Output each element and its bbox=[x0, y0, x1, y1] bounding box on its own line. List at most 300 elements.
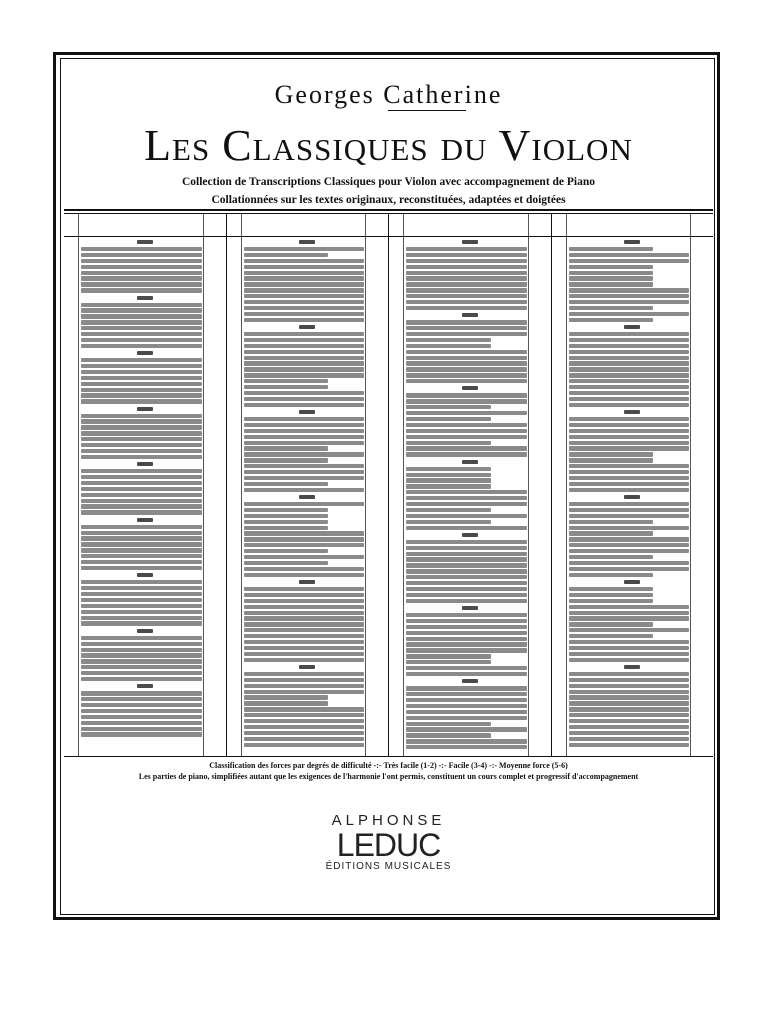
catalog-entry bbox=[244, 482, 329, 486]
catalog-entry bbox=[244, 288, 365, 292]
catalog-entry bbox=[569, 587, 654, 591]
catalog-entry bbox=[244, 599, 365, 603]
catalog-entry bbox=[81, 659, 202, 663]
section-header bbox=[462, 313, 478, 317]
section-header bbox=[137, 462, 153, 466]
catalog-entry bbox=[569, 441, 690, 445]
catalog-entry bbox=[81, 475, 202, 479]
catalog-entry bbox=[406, 587, 527, 591]
catalog-entry bbox=[81, 709, 202, 713]
column-header bbox=[552, 214, 714, 237]
catalog-entry bbox=[81, 320, 202, 324]
catalog-entry bbox=[569, 646, 690, 650]
section-header bbox=[137, 351, 153, 355]
catalog-entry bbox=[81, 642, 202, 646]
catalog-entry bbox=[244, 452, 365, 456]
catalog-entry bbox=[406, 739, 527, 743]
catalog-entry bbox=[244, 690, 365, 694]
catalog-entry bbox=[569, 446, 690, 450]
catalog-entry bbox=[406, 514, 527, 518]
catalog-entry bbox=[81, 493, 202, 497]
catalog-entry bbox=[81, 419, 202, 423]
catalog-entry bbox=[244, 276, 365, 280]
catalog-entry bbox=[244, 259, 365, 263]
catalog-column bbox=[552, 214, 714, 756]
catalog-entry bbox=[406, 326, 527, 330]
catalog-entry bbox=[81, 536, 202, 540]
catalog-entry bbox=[406, 496, 527, 500]
catalog-entry bbox=[406, 557, 527, 561]
catalog-entry bbox=[406, 393, 527, 397]
catalog-entry bbox=[81, 443, 202, 447]
section-header bbox=[137, 407, 153, 411]
catalog-entry bbox=[569, 247, 654, 251]
catalog-entry bbox=[244, 403, 365, 407]
catalog-entry bbox=[81, 414, 202, 418]
catalog-entry bbox=[406, 350, 527, 354]
catalog-entry bbox=[81, 604, 202, 608]
catalog-entry bbox=[81, 393, 202, 397]
catalog-entry bbox=[569, 695, 690, 699]
catalog-entry bbox=[81, 455, 202, 459]
catalog-entry bbox=[244, 508, 329, 512]
catalog-entry bbox=[569, 634, 654, 638]
catalog-entry bbox=[244, 737, 365, 741]
section-header bbox=[299, 240, 315, 244]
catalog-entry bbox=[81, 259, 202, 263]
catalog-entry bbox=[406, 563, 527, 567]
catalog-entry bbox=[406, 666, 527, 670]
catalog-entry bbox=[406, 344, 491, 348]
catalog-entry bbox=[244, 423, 365, 427]
catalog-entry bbox=[81, 431, 202, 435]
catalog-entry bbox=[81, 364, 202, 368]
catalog-entry bbox=[406, 367, 527, 371]
catalog-entry bbox=[406, 373, 527, 377]
section-header bbox=[624, 410, 640, 414]
catalog-column bbox=[227, 214, 390, 756]
catalog-entry bbox=[569, 391, 690, 395]
catalog-entry bbox=[569, 678, 690, 682]
catalog-entry bbox=[406, 306, 527, 310]
catalog-entry bbox=[244, 555, 365, 559]
catalog-entry bbox=[406, 722, 491, 726]
section-header bbox=[462, 386, 478, 390]
column-body bbox=[227, 237, 389, 756]
catalog-entry bbox=[569, 502, 690, 506]
catalog-entry bbox=[569, 526, 690, 530]
catalog-entry bbox=[81, 388, 202, 392]
catalog-entry bbox=[81, 265, 202, 269]
catalog-entry bbox=[406, 429, 527, 433]
catalog-entry bbox=[81, 469, 202, 473]
catalog-entry bbox=[244, 646, 365, 650]
catalog-entry bbox=[81, 586, 202, 590]
catalog-entry bbox=[81, 370, 202, 374]
catalog-entry bbox=[244, 616, 365, 620]
catalog-column bbox=[64, 214, 227, 756]
catalog-entry bbox=[244, 628, 365, 632]
catalog-entry bbox=[406, 399, 527, 403]
section-header bbox=[462, 606, 478, 610]
piano-parts-note: Les parties de piano, simplifiées autant que les exigences de l'harmonie l'ont permis, constituent un cours complet et progressif d'accompagnement bbox=[138, 772, 639, 781]
catalog-entry bbox=[406, 405, 491, 409]
section-header bbox=[137, 296, 153, 300]
catalog-entry bbox=[406, 411, 527, 415]
catalog-entry bbox=[569, 259, 690, 263]
catalog-entry bbox=[81, 598, 202, 602]
catalog-entry bbox=[569, 622, 654, 626]
catalog-entry bbox=[569, 464, 690, 468]
catalog-entry bbox=[406, 642, 527, 646]
catalog-entry bbox=[406, 660, 491, 664]
catalog-entry bbox=[569, 707, 690, 711]
catalog-entry bbox=[406, 727, 527, 731]
catalog-entry bbox=[244, 306, 365, 310]
catalog-entry bbox=[569, 271, 654, 275]
catalog-entry bbox=[569, 338, 690, 342]
section-header bbox=[299, 495, 315, 499]
catalog-entry bbox=[406, 423, 527, 427]
catalog-entry bbox=[81, 616, 202, 620]
catalog-entry bbox=[244, 543, 365, 547]
catalog-entry bbox=[81, 554, 202, 558]
catalog-entry bbox=[406, 704, 527, 708]
catalog-entry bbox=[244, 520, 329, 524]
catalog-entry bbox=[569, 611, 690, 615]
catalog-entry bbox=[244, 707, 365, 711]
catalog-entry bbox=[406, 473, 491, 477]
catalog-entry bbox=[406, 520, 491, 524]
catalog-entry bbox=[244, 446, 329, 450]
catalog-entry bbox=[244, 271, 365, 275]
catalog-entry bbox=[81, 721, 202, 725]
catalog-entry bbox=[569, 318, 654, 322]
catalog-entry bbox=[244, 385, 329, 389]
catalog-entry bbox=[406, 625, 527, 629]
catalog-entry bbox=[569, 312, 690, 316]
catalog-entry bbox=[81, 376, 202, 380]
catalog-entry bbox=[81, 732, 202, 736]
catalog-entry bbox=[244, 373, 365, 377]
catalog-entry bbox=[81, 715, 202, 719]
section-header bbox=[299, 580, 315, 584]
catalog-entry bbox=[244, 725, 365, 729]
catalog-entry bbox=[569, 573, 654, 577]
catalog-entry bbox=[406, 484, 491, 488]
catalog-entry bbox=[244, 531, 365, 535]
catalog-entry bbox=[244, 312, 365, 316]
catalog-entry bbox=[81, 382, 202, 386]
catalog-entry bbox=[244, 441, 365, 445]
catalog-entry bbox=[406, 435, 527, 439]
catalog-entry bbox=[244, 622, 365, 626]
catalog-entry bbox=[406, 294, 527, 298]
catalog-entry bbox=[406, 698, 527, 702]
catalog-entry bbox=[569, 628, 690, 632]
catalog-entry bbox=[244, 247, 365, 251]
catalog-entry bbox=[244, 356, 365, 360]
section-header bbox=[137, 684, 153, 688]
catalog-entry bbox=[406, 282, 527, 286]
publisher-line-2: LEDUC bbox=[336, 827, 441, 863]
catalog-entry bbox=[406, 300, 527, 304]
catalog-entry bbox=[244, 634, 365, 638]
catalog-entry bbox=[81, 566, 202, 570]
section-header bbox=[137, 240, 153, 244]
catalog-entry bbox=[406, 546, 527, 550]
catalog-entry bbox=[406, 253, 527, 257]
catalog-entry bbox=[406, 745, 527, 749]
difficulty-classification: Classification des forces par degrés de difficulté -:- Très facile (1-2) -:- Facile (3-4) -:- Moyenne force (5-6) bbox=[209, 761, 568, 770]
catalog-entry bbox=[244, 300, 365, 304]
catalog-entry bbox=[244, 464, 365, 468]
catalog-entry bbox=[569, 350, 690, 354]
section-header bbox=[462, 533, 478, 537]
section-header bbox=[624, 495, 640, 499]
catalog-entry bbox=[244, 379, 329, 383]
catalog-entry bbox=[81, 580, 202, 584]
catalog-entry bbox=[569, 385, 690, 389]
catalog-entry bbox=[244, 514, 329, 518]
section-header bbox=[299, 665, 315, 669]
catalog-entry bbox=[569, 690, 690, 694]
catalog-entry bbox=[244, 417, 365, 421]
catalog-entry bbox=[81, 487, 202, 491]
catalog-entry bbox=[244, 470, 365, 474]
catalog-entry bbox=[244, 391, 365, 395]
column-header bbox=[389, 214, 551, 237]
catalog-entry bbox=[406, 361, 527, 365]
catalog-entry bbox=[244, 611, 365, 615]
catalog-entry bbox=[406, 276, 527, 280]
catalog-entry bbox=[569, 605, 690, 609]
catalog-entry bbox=[244, 458, 329, 462]
catalog-entry bbox=[406, 490, 527, 494]
header-rule bbox=[64, 209, 713, 211]
catalog-entry bbox=[244, 282, 365, 286]
publisher-line-1: ALPHONSE bbox=[331, 812, 446, 829]
catalog-entry bbox=[81, 247, 202, 251]
catalog-column bbox=[389, 214, 552, 756]
catalog-entry bbox=[81, 449, 202, 453]
catalog-entry bbox=[244, 361, 365, 365]
catalog-entry bbox=[406, 593, 527, 597]
section-header bbox=[624, 240, 640, 244]
catalog-entry bbox=[81, 344, 202, 348]
catalog-entry bbox=[569, 701, 690, 705]
catalog-entry bbox=[244, 476, 365, 480]
catalog-entry bbox=[81, 697, 202, 701]
catalog-entry bbox=[406, 332, 527, 336]
catalog-entry bbox=[569, 543, 690, 547]
catalog-entry bbox=[406, 581, 527, 585]
catalog-entry bbox=[569, 652, 690, 656]
catalog-entry bbox=[569, 731, 690, 735]
catalog-entry bbox=[81, 621, 202, 625]
catalog-entry bbox=[569, 435, 690, 439]
catalog-entry bbox=[406, 446, 527, 450]
catalog-entry bbox=[81, 338, 202, 342]
catalog-entry bbox=[569, 476, 690, 480]
catalog-entry bbox=[244, 435, 365, 439]
catalog-entry bbox=[244, 640, 365, 644]
catalog-entry bbox=[406, 502, 527, 506]
catalog-entry bbox=[406, 552, 527, 556]
section-header bbox=[462, 240, 478, 244]
catalog-entry bbox=[244, 294, 365, 298]
section-header bbox=[299, 325, 315, 329]
catalog-entry bbox=[406, 508, 491, 512]
catalog-entry bbox=[244, 701, 329, 705]
catalog-entry bbox=[569, 616, 690, 620]
catalog-entry bbox=[406, 613, 527, 617]
catalog-entry bbox=[569, 567, 690, 571]
section-header bbox=[137, 629, 153, 633]
catalog-entry bbox=[569, 423, 690, 427]
catalog-entry bbox=[406, 631, 527, 635]
catalog-entry bbox=[81, 703, 202, 707]
catalog-entry bbox=[569, 276, 654, 280]
catalog-entry bbox=[569, 719, 690, 723]
catalog-entry bbox=[406, 619, 527, 623]
catalog-entry bbox=[81, 308, 202, 312]
catalog-entry bbox=[81, 314, 202, 318]
catalog-entry bbox=[569, 482, 690, 486]
catalog-entry bbox=[81, 665, 202, 669]
catalog-entry bbox=[244, 719, 365, 723]
section-header bbox=[462, 679, 478, 683]
catalog-entry bbox=[406, 320, 527, 324]
catalog-entry bbox=[81, 691, 202, 695]
catalog-entry bbox=[569, 356, 690, 360]
catalog-entry bbox=[81, 425, 202, 429]
catalog-entry bbox=[406, 452, 527, 456]
catalog-entry bbox=[569, 417, 690, 421]
catalog-entry bbox=[244, 695, 329, 699]
catalog-entry bbox=[569, 537, 690, 541]
catalog-entry bbox=[406, 526, 527, 530]
catalog-entry bbox=[244, 684, 365, 688]
catalog-entry bbox=[244, 429, 365, 433]
catalog-entry bbox=[244, 367, 365, 371]
catalog-entry bbox=[406, 247, 527, 251]
catalog-entry bbox=[81, 610, 202, 614]
catalog-entry bbox=[406, 540, 527, 544]
catalog-entry bbox=[81, 504, 202, 508]
catalog-entry bbox=[569, 452, 654, 456]
catalog-entry bbox=[244, 537, 365, 541]
catalog-entry bbox=[81, 326, 202, 330]
catalog-entry bbox=[569, 403, 690, 407]
catalog-entry bbox=[569, 458, 654, 462]
catalog-entry bbox=[406, 417, 491, 421]
section-header bbox=[624, 580, 640, 584]
catalog-entry bbox=[81, 481, 202, 485]
column-body bbox=[64, 237, 226, 756]
catalog-entry bbox=[81, 548, 202, 552]
catalog-entry bbox=[569, 300, 690, 304]
catalog-entry bbox=[244, 332, 365, 336]
catalog-entry bbox=[244, 587, 365, 591]
catalog-entry bbox=[406, 710, 527, 714]
section-header bbox=[462, 460, 478, 464]
catalog-entry bbox=[81, 499, 202, 503]
catalog-entry bbox=[569, 470, 690, 474]
catalog-entry bbox=[244, 338, 365, 342]
catalog-entry bbox=[569, 725, 690, 729]
catalog-entry bbox=[244, 526, 329, 530]
catalog-entry bbox=[81, 592, 202, 596]
subtitle-line-1: Collection de Transcriptions Classiques pour Violon avec accompagnement de Piano bbox=[181, 176, 596, 188]
catalog-entry bbox=[406, 356, 527, 360]
catalog-entry bbox=[81, 332, 202, 336]
catalog-entry bbox=[244, 488, 365, 492]
catalog-entry bbox=[406, 379, 527, 383]
catalog-entry bbox=[406, 467, 491, 471]
catalog-entry bbox=[569, 282, 654, 286]
catalog-entry bbox=[81, 727, 202, 731]
catalog-entry bbox=[406, 338, 491, 342]
catalog-entry bbox=[244, 743, 365, 747]
column-header bbox=[227, 214, 389, 237]
catalog-entry bbox=[244, 658, 365, 662]
catalog-entry bbox=[244, 652, 365, 656]
composer-underline bbox=[388, 110, 466, 111]
catalog-entry bbox=[81, 282, 202, 286]
section-header bbox=[299, 410, 315, 414]
subtitle-line-2: Collationnées sur les textes originaux, reconstituées, adaptées et doigtées bbox=[211, 194, 566, 206]
publisher-line-3: ÉDITIONS MUSICALES bbox=[325, 861, 452, 872]
catalog-entry bbox=[406, 259, 527, 263]
catalog-entry bbox=[569, 520, 654, 524]
catalog-entry bbox=[569, 306, 654, 310]
catalog-entry bbox=[569, 429, 690, 433]
column-body bbox=[552, 237, 714, 756]
section-header bbox=[137, 518, 153, 522]
catalog-entry bbox=[406, 441, 491, 445]
catalog-entry bbox=[406, 686, 527, 690]
column-header bbox=[64, 214, 226, 237]
catalog-entry bbox=[569, 361, 690, 365]
catalog-entry bbox=[569, 514, 690, 518]
catalog-entry bbox=[406, 648, 527, 652]
catalog-entry bbox=[244, 678, 365, 682]
catalog-entry bbox=[569, 658, 690, 662]
catalog-entry bbox=[406, 271, 527, 275]
catalog-entry bbox=[569, 743, 690, 747]
catalog-entry bbox=[406, 575, 527, 579]
catalog-entry bbox=[569, 561, 690, 565]
section-header bbox=[624, 665, 640, 669]
catalog-entry bbox=[81, 560, 202, 564]
catalog-entry bbox=[244, 253, 329, 257]
catalog-entry bbox=[569, 531, 654, 535]
column-body bbox=[389, 237, 551, 756]
series-title: Les Classiques du Violon bbox=[144, 121, 633, 170]
catalog-entry bbox=[406, 716, 527, 720]
catalog-entry bbox=[569, 684, 690, 688]
catalog-entry bbox=[569, 367, 690, 371]
catalog-entry bbox=[244, 502, 365, 506]
catalog-entry bbox=[81, 276, 202, 280]
catalog-entry bbox=[244, 605, 365, 609]
section-header bbox=[137, 573, 153, 577]
catalog-entry bbox=[406, 637, 527, 641]
catalog-entry bbox=[244, 713, 365, 717]
catalog-entry bbox=[569, 549, 690, 553]
catalog-entry bbox=[244, 561, 329, 565]
